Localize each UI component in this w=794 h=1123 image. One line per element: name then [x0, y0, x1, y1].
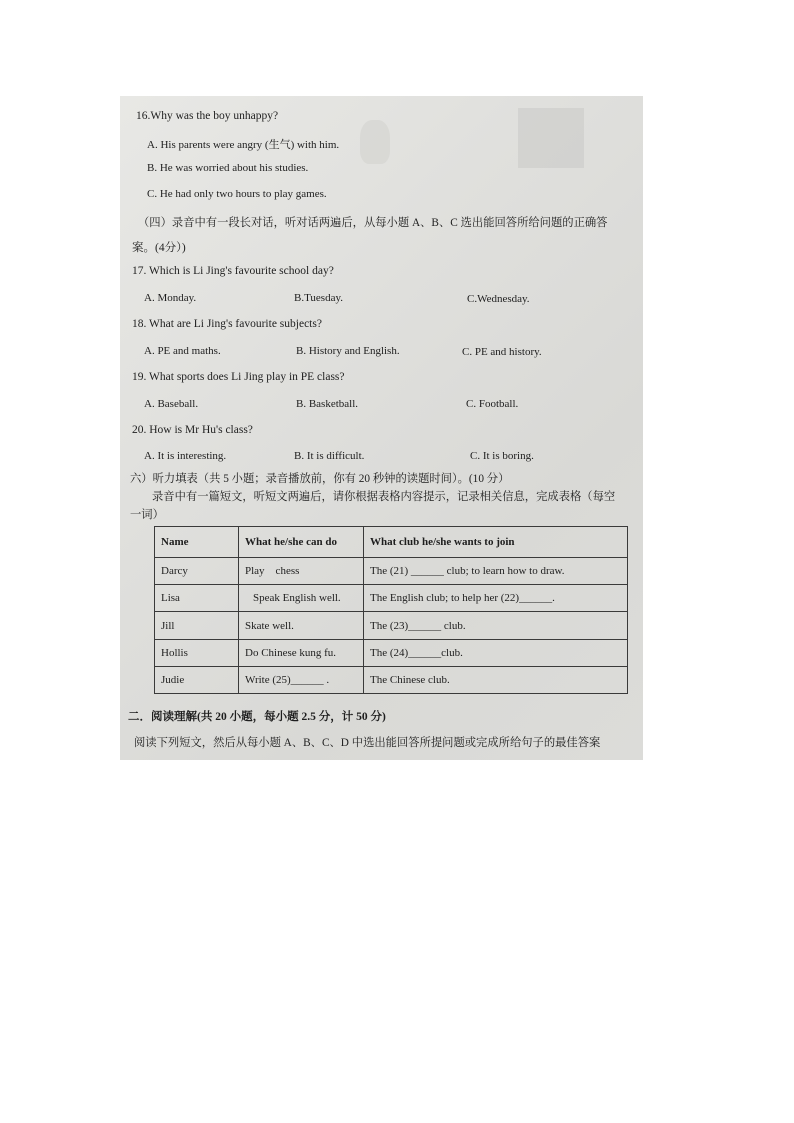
table-cell: The (23)______ club. [364, 612, 628, 639]
table-cell: Judie [155, 666, 239, 693]
part4-instruction: （四）录音中有一段长对话，听对话两遍后，从每小题 A、B、C 选出能回答所给问题的正确答 [138, 217, 608, 229]
table-row [155, 612, 628, 639]
table-cell: Lisa [155, 585, 239, 612]
listening-fill-table [154, 526, 628, 694]
table-cell: The (21) ______ club; to learn how to draw. [364, 558, 628, 585]
table-row [155, 585, 628, 612]
table-cell: The (24)______club. [364, 639, 628, 666]
table-cell: Play chess [239, 558, 364, 585]
q16-question: 16.Why was the boy unhappy? [136, 110, 279, 122]
q18-option-c: C. PE and history. [462, 346, 542, 358]
section2-instruction: 阅读下列短文，然后从每小题 A、B、C、D 中选出能回答所提问题或完成所给句子的最佳答案 [134, 737, 601, 749]
part6-instruction-cont: 一词） [130, 509, 164, 521]
part6-instruction: 录音中有一篇短文，听短文两遍后，请你根据表格内容提示，记录相关信息，完成表格（每空 [152, 491, 616, 503]
q18-option-b: B. History and English. [296, 345, 400, 357]
table-cell: Do Chinese kung fu. [239, 639, 364, 666]
table-cell: Darcy [155, 558, 239, 585]
q20-option-b: B. It is difficult. [294, 450, 365, 462]
table-cell: Skate well. [239, 612, 364, 639]
part6-title: 六）听力填表（共 5 小题；录音播放前，你有 20 秒钟的读题时间）。(10 分） [130, 473, 510, 485]
table-cell: Jill [155, 612, 239, 639]
table-cell: Speak English well. [239, 585, 364, 612]
q20-question: 20. How is Mr Hu's class? [132, 424, 253, 436]
bleed-through-picture [518, 108, 584, 168]
table-header: Name [155, 527, 239, 558]
table-row [155, 639, 628, 666]
section2-title: 二．阅读理解(共 20 小题，每小题 2.5 分，计 50 分) [128, 711, 386, 723]
q17-option-c: C.Wednesday. [467, 293, 530, 305]
part4-instruction-cont: 案。(4分）) [132, 242, 186, 254]
q20-option-a: A. It is interesting. [144, 450, 227, 462]
table-cell: The English club; to help her (22)______. [364, 585, 628, 612]
table-cell: Write (25)______ . [239, 666, 364, 693]
q18-question: 18. What are Li Jing's favourite subjects? [132, 318, 322, 330]
q19-question: 19. What sports does Li Jing play in PE class? [132, 371, 345, 383]
q16-option-c: C. He had only two hours to play games. [147, 188, 327, 200]
q19-option-b: B. Basketball. [296, 398, 359, 410]
bleed-through-figure [360, 120, 390, 164]
q19-option-c: C. Football. [466, 398, 519, 410]
q16-option-b: B. He was worried about his studies. [147, 162, 309, 174]
table-header: What he/she can do [239, 527, 364, 558]
q20-option-c: C. It is boring. [470, 450, 534, 462]
table-cell: Hollis [155, 639, 239, 666]
table-row [155, 666, 628, 693]
q17-option-b: B.Tuesday. [294, 292, 344, 304]
table-header-row [155, 527, 628, 558]
q19-option-a: A. Baseball. [144, 398, 199, 410]
q16-option-a: A. His parents were angry (生气) with him. [147, 139, 340, 151]
table-row [155, 558, 628, 585]
q17-question: 17. Which is Li Jing's favourite school day? [132, 265, 334, 277]
q18-option-a: A. PE and maths. [144, 345, 221, 357]
table-header: What club he/she wants to join [364, 527, 628, 558]
q17-option-a: A. Monday. [144, 292, 197, 304]
table-cell: The Chinese club. [364, 666, 628, 693]
scanned-page-photo [120, 96, 643, 760]
